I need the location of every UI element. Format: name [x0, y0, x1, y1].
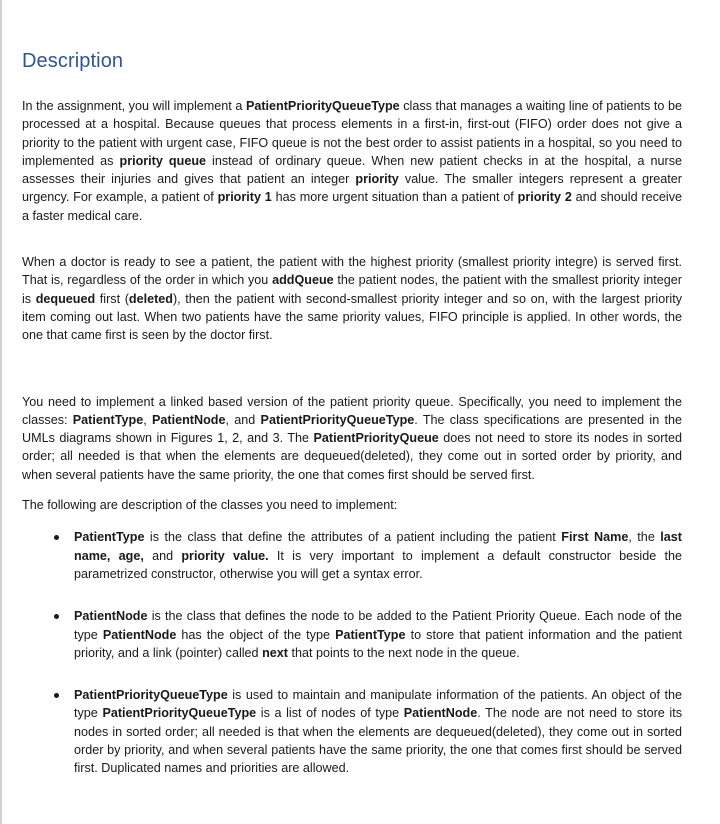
- paragraph-doctor: When a doctor is ready to see a patient, the patient with the highest priority (smallest priority integre) is served first. That is, regardless of the order in which you addQueue the patient nodes, the patient with the smallest priority integer is dequeued first (deleted), then the patient with second-smallest priority integer and so on, with the largest priority item coming out last. When two patients have the same priority values, FIFO principle is applied. In other words, the one that came first is seen by the doctor first.: [22, 255, 683, 343]
- paragraph-intro: In the assignment, you will implement a PatientPriorityQueueType class that manages a waiting line of patients to be processed at a hospital. Because queues that process elements in a first-in, first-out (FIFO) order does not give a priority to the patient with urgent case, FIFO queue is not the best order to assist patients in a hospital, so you need to implemented as priority queue instead of ordinary queue. When new patient checks in at the hospital, a nurse assesses their injuries and gives that patient an integer priority value. The smaller integers represent a greater urgency. For example, a patient of priority 1 has more urgent situation than a patient of priority 2 and should receive a faster medical care.: [22, 99, 683, 223]
- list-item-patientpriorityqueuetype: PatientPriorityQueueType is used to maintain and manipulate information of the patients. An object of the type PatientPriorityQueueType is a list of nodes of type PatientNode. The node are not need to store its nodes in sorted order; all needed is that when the elements are dequeued(deleted), they come out in sorted order by priority, and when several patients have the same priority, the one that comes first should be served first. Duplicated names and priorities are allowed.: [22, 686, 682, 777]
- paragraph-implementation: You need to implement a linked based version of the patient priority queue. Specifically, you need to implement the classes: PatientType, PatientNode, and PatientPriorityQueueType. The class specifications are presented in the UMLs diagrams shown in Figures 1, 2, and 3. The PatientPriorityQueue does not need to store its nodes in sorted order; all needed is that when the elements are dequeued(deleted), they come out in sorted order by priority, and when several patients have the same priority, the one that comes first should be served first.: [22, 394, 682, 482]
- list-item-patienttype: PatientType is the class that define the attributes of a patient including the patient First Name, the last name, age, and priority value. It is very important to implement a default constructor beside the parametrized constructor, otherwise you will get a syntax error.: [22, 528, 682, 583]
- class-list: [22, 528, 682, 777]
- list-item-patientnode: PatientNode is the class that defines the node to be added to the Patient Priority Queue. Each node of the type PatientNode has the object of the type PatientType to store that patient information and the patient priority, and a link (pointer) called next that points to the next node in the queue.: [22, 607, 682, 662]
- section-heading: Description: [22, 50, 124, 72]
- bullet-icon: [54, 614, 59, 619]
- bullet-icon: [54, 535, 59, 540]
- bullet-icon: [54, 693, 59, 698]
- document-content: [22, 50, 682, 802]
- paragraph-classes-intro: The following are description of the classes you need to implement:: [22, 498, 398, 513]
